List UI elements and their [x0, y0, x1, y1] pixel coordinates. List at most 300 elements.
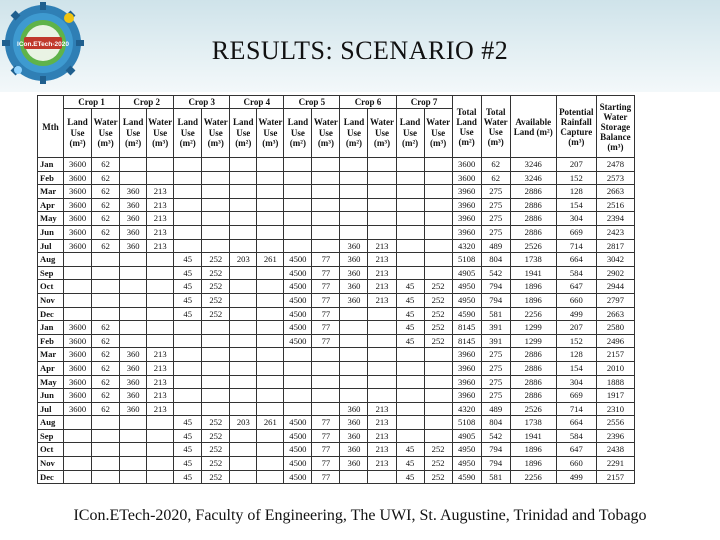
table-cell [64, 253, 92, 267]
table-cell [284, 198, 312, 212]
table-cell: 2902 [596, 266, 634, 280]
table-cell [424, 198, 452, 212]
table-cell: 489 [481, 239, 510, 253]
table-cell: 2663 [596, 307, 634, 321]
table-cell: 4320 [452, 402, 481, 416]
table-row [38, 402, 635, 416]
table-cell [230, 239, 257, 253]
table-cell [257, 212, 284, 226]
table-cell: 2886 [510, 361, 556, 375]
table-cell: 3600 [452, 158, 481, 172]
table-cell: 62 [92, 198, 120, 212]
month-cell: Oct [38, 443, 64, 457]
table-cell [230, 402, 257, 416]
table-cell: 62 [92, 375, 120, 389]
table-cell [64, 266, 92, 280]
table-row [38, 361, 635, 375]
table-cell [202, 171, 230, 185]
table-cell [368, 158, 396, 172]
table-cell [257, 158, 284, 172]
month-cell: Sep [38, 266, 64, 280]
table-cell [120, 334, 147, 348]
table-cell: 154 [556, 198, 596, 212]
table-cell: 252 [424, 334, 452, 348]
table-cell: 4500 [284, 321, 312, 335]
table-cell: 45 [174, 280, 202, 294]
table-cell: 4500 [284, 280, 312, 294]
table-row [38, 470, 635, 484]
table-cell [174, 361, 202, 375]
table-cell: 360 [340, 293, 368, 307]
water-use-header: Water Use (m³) [424, 109, 452, 158]
results-table-container [37, 95, 635, 497]
table-cell [424, 389, 452, 403]
table-cell: 5108 [452, 416, 481, 430]
table-cell [368, 348, 396, 362]
table-cell: 252 [202, 457, 230, 471]
table-cell [312, 212, 340, 226]
table-cell [202, 389, 230, 403]
table-cell [284, 171, 312, 185]
table-cell [340, 361, 368, 375]
table-cell [174, 185, 202, 199]
crop-header: Crop 2 [120, 96, 174, 109]
table-cell [424, 266, 452, 280]
table-cell: 213 [147, 239, 174, 253]
table-cell: 360 [340, 416, 368, 430]
table-cell: 2496 [596, 334, 634, 348]
table-cell [120, 429, 147, 443]
table-cell [230, 198, 257, 212]
table-cell [312, 389, 340, 403]
table-cell: 3960 [452, 198, 481, 212]
table-cell [368, 225, 396, 239]
table-cell: 4905 [452, 266, 481, 280]
table-cell [284, 239, 312, 253]
table-cell: 2886 [510, 212, 556, 226]
table-cell: 45 [396, 470, 424, 484]
table-cell: 4590 [452, 307, 481, 321]
table-cell: 714 [556, 402, 596, 416]
table-cell: 489 [481, 402, 510, 416]
table-cell: 252 [424, 280, 452, 294]
month-header: Mth [38, 96, 64, 158]
table-cell: 207 [556, 158, 596, 172]
table-cell [368, 321, 396, 335]
table-cell: 664 [556, 253, 596, 267]
table-cell: 360 [340, 280, 368, 294]
table-cell: 3600 [64, 212, 92, 226]
table-row [38, 158, 635, 172]
table-row [38, 429, 635, 443]
table-cell: 1896 [510, 457, 556, 471]
table-cell: 5108 [452, 253, 481, 267]
table-cell: 3960 [452, 375, 481, 389]
table-cell: 77 [312, 266, 340, 280]
table-cell [424, 348, 452, 362]
table-cell: 2797 [596, 293, 634, 307]
table-cell: 275 [481, 348, 510, 362]
table-cell [64, 429, 92, 443]
table-cell [230, 307, 257, 321]
table-cell: 8145 [452, 334, 481, 348]
table-cell: 213 [368, 429, 396, 443]
table-cell: 45 [396, 307, 424, 321]
storage-balance-header: Starting Water Storage Balance (m³) [596, 96, 634, 158]
table-cell: 252 [424, 293, 452, 307]
table-cell: 213 [368, 239, 396, 253]
table-cell: 77 [312, 307, 340, 321]
table-cell [368, 375, 396, 389]
table-cell: 252 [202, 429, 230, 443]
table-cell [257, 307, 284, 321]
table-cell [64, 457, 92, 471]
table-cell [424, 158, 452, 172]
table-cell: 3600 [64, 389, 92, 403]
table-cell [396, 239, 424, 253]
table-cell: 360 [340, 266, 368, 280]
table-cell: 77 [312, 334, 340, 348]
table-cell: 4950 [452, 293, 481, 307]
total-land-header: Total Land Use (m²) [452, 96, 481, 158]
table-cell [312, 402, 340, 416]
table-cell [396, 375, 424, 389]
table-cell: 62 [92, 239, 120, 253]
table-cell: 275 [481, 185, 510, 199]
table-cell [147, 470, 174, 484]
table-cell: 45 [174, 307, 202, 321]
table-cell [230, 266, 257, 280]
table-cell [340, 158, 368, 172]
table-cell: 252 [424, 321, 452, 335]
table-cell: 1299 [510, 334, 556, 348]
table-cell [312, 185, 340, 199]
table-cell: 207 [556, 321, 596, 335]
month-cell: Jul [38, 402, 64, 416]
table-cell [257, 185, 284, 199]
table-cell [92, 443, 120, 457]
table-cell [340, 334, 368, 348]
table-cell [368, 361, 396, 375]
table-cell [120, 443, 147, 457]
table-cell [284, 212, 312, 226]
table-cell: 2157 [596, 470, 634, 484]
table-cell [202, 321, 230, 335]
table-cell: 360 [120, 198, 147, 212]
table-cell [284, 185, 312, 199]
table-cell: 213 [147, 212, 174, 226]
table-cell [257, 470, 284, 484]
table-cell: 4500 [284, 253, 312, 267]
table-cell [424, 375, 452, 389]
table-row [38, 185, 635, 199]
table-row [38, 293, 635, 307]
table-row [38, 171, 635, 185]
table-cell: 4500 [284, 457, 312, 471]
table-cell: 252 [202, 416, 230, 430]
table-cell: 3600 [64, 198, 92, 212]
table-cell [64, 416, 92, 430]
table-cell [368, 389, 396, 403]
table-cell [147, 321, 174, 335]
table-cell: 2886 [510, 198, 556, 212]
table-cell: 62 [481, 171, 510, 185]
table-cell: 45 [174, 293, 202, 307]
table-cell: 4950 [452, 457, 481, 471]
water-use-header: Water Use (m³) [92, 109, 120, 158]
table-cell: 794 [481, 457, 510, 471]
table-cell [396, 212, 424, 226]
table-cell: 3960 [452, 225, 481, 239]
table-cell [396, 171, 424, 185]
table-cell: 213 [368, 266, 396, 280]
table-cell [312, 375, 340, 389]
table-cell: 275 [481, 361, 510, 375]
table-cell: 2478 [596, 158, 634, 172]
table-cell: 213 [147, 375, 174, 389]
table-cell: 2396 [596, 429, 634, 443]
table-cell [147, 253, 174, 267]
table-cell: 360 [120, 389, 147, 403]
table-cell: 275 [481, 375, 510, 389]
table-cell: 213 [147, 348, 174, 362]
table-cell [368, 334, 396, 348]
table-cell: 4500 [284, 416, 312, 430]
table-cell: 252 [424, 470, 452, 484]
table-cell: 3960 [452, 348, 481, 362]
table-cell [340, 389, 368, 403]
table-cell: 804 [481, 416, 510, 430]
table-cell [284, 348, 312, 362]
table-cell [174, 402, 202, 416]
table-cell: 391 [481, 321, 510, 335]
table-cell: 4500 [284, 443, 312, 457]
table-cell: 647 [556, 280, 596, 294]
table-cell: 62 [92, 158, 120, 172]
table-cell [174, 225, 202, 239]
table-cell [396, 185, 424, 199]
table-cell: 1917 [596, 389, 634, 403]
table-cell: 45 [396, 321, 424, 335]
table-cell: 304 [556, 375, 596, 389]
month-cell: Jan [38, 321, 64, 335]
table-cell [368, 212, 396, 226]
table-row [38, 375, 635, 389]
table-cell [230, 293, 257, 307]
table-cell: 62 [92, 348, 120, 362]
table-cell: 4500 [284, 429, 312, 443]
table-cell: 3600 [452, 171, 481, 185]
table-cell: 252 [202, 253, 230, 267]
table-cell [92, 416, 120, 430]
table-cell: 542 [481, 429, 510, 443]
table-cell: 3600 [64, 171, 92, 185]
table-cell [147, 307, 174, 321]
table-cell: 213 [147, 361, 174, 375]
table-cell: 154 [556, 361, 596, 375]
table-row [38, 266, 635, 280]
table-cell: 3600 [64, 225, 92, 239]
table-cell: 45 [174, 457, 202, 471]
table-cell [424, 225, 452, 239]
table-cell: 213 [368, 293, 396, 307]
table-cell: 1896 [510, 443, 556, 457]
month-cell: Aug [38, 416, 64, 430]
table-cell: 77 [312, 457, 340, 471]
table-cell: 252 [202, 280, 230, 294]
table-cell: 45 [174, 470, 202, 484]
table-cell: 391 [481, 334, 510, 348]
table-cell: 660 [556, 457, 596, 471]
table-cell: 2256 [510, 307, 556, 321]
table-cell: 3246 [510, 158, 556, 172]
table-cell: 213 [147, 225, 174, 239]
crop-header: Crop 3 [174, 96, 230, 109]
table-row [38, 253, 635, 267]
table-row [38, 321, 635, 335]
table-cell [120, 321, 147, 335]
table-cell: 2886 [510, 185, 556, 199]
table-cell [424, 239, 452, 253]
available-land-header: Available Land (m²) [510, 96, 556, 158]
land-use-header: Land Use (m²) [120, 109, 147, 158]
table-cell: 360 [120, 239, 147, 253]
month-cell: Jun [38, 389, 64, 403]
table-cell [230, 457, 257, 471]
table-cell [174, 158, 202, 172]
table-cell: 62 [92, 225, 120, 239]
table-cell [147, 171, 174, 185]
table-cell: 213 [147, 198, 174, 212]
table-cell [257, 402, 284, 416]
table-cell [147, 457, 174, 471]
table-cell [257, 334, 284, 348]
table-cell: 4500 [284, 293, 312, 307]
table-cell [202, 198, 230, 212]
table-cell [284, 225, 312, 239]
table-cell: 62 [92, 361, 120, 375]
table-cell [174, 212, 202, 226]
table-cell [202, 225, 230, 239]
table-cell: 360 [120, 375, 147, 389]
month-cell: Aug [38, 253, 64, 267]
table-cell: 1738 [510, 253, 556, 267]
table-cell [340, 307, 368, 321]
slide-header [0, 0, 720, 92]
table-cell: 2944 [596, 280, 634, 294]
table-cell: 213 [368, 416, 396, 430]
month-cell: Apr [38, 198, 64, 212]
land-use-header: Land Use (m²) [174, 109, 202, 158]
crop-header: Crop 7 [396, 96, 452, 109]
table-cell [368, 307, 396, 321]
table-cell: 45 [396, 280, 424, 294]
table-cell [312, 171, 340, 185]
table-cell: 2663 [596, 185, 634, 199]
table-cell: 584 [556, 266, 596, 280]
table-cell: 252 [202, 443, 230, 457]
table-row [38, 212, 635, 226]
water-use-header: Water Use (m³) [202, 109, 230, 158]
table-cell: 77 [312, 280, 340, 294]
table-cell: 360 [340, 443, 368, 457]
table-cell: 4500 [284, 307, 312, 321]
table-cell: 2526 [510, 239, 556, 253]
table-cell: 77 [312, 443, 340, 457]
table-cell: 3960 [452, 212, 481, 226]
rainfall-capture-header: Potential Rainfall Capture (m³) [556, 96, 596, 158]
table-cell: 77 [312, 253, 340, 267]
month-cell: Feb [38, 171, 64, 185]
table-cell [202, 158, 230, 172]
svg-text:ICon.ETech-2020: ICon.ETech-2020 [17, 41, 69, 48]
table-cell: 4950 [452, 443, 481, 457]
results-table-body [38, 158, 635, 484]
table-cell [396, 416, 424, 430]
table-cell [230, 225, 257, 239]
table-cell [368, 171, 396, 185]
table-cell: 360 [340, 429, 368, 443]
table-cell [174, 375, 202, 389]
table-cell: 794 [481, 280, 510, 294]
table-cell [147, 280, 174, 294]
table-cell [340, 321, 368, 335]
water-use-header: Water Use (m³) [312, 109, 340, 158]
table-cell: 4950 [452, 280, 481, 294]
table-cell [230, 348, 257, 362]
table-cell: 62 [92, 334, 120, 348]
table-cell: 2580 [596, 321, 634, 335]
table-cell [147, 443, 174, 457]
table-cell: 360 [340, 253, 368, 267]
table-cell [202, 361, 230, 375]
water-use-header: Water Use (m³) [147, 109, 174, 158]
table-cell: 213 [368, 457, 396, 471]
table-cell [396, 429, 424, 443]
table-cell [396, 253, 424, 267]
table-cell [147, 416, 174, 430]
table-cell: 45 [174, 253, 202, 267]
month-cell: Apr [38, 361, 64, 375]
table-cell [368, 198, 396, 212]
table-row [38, 307, 635, 321]
table-cell [340, 348, 368, 362]
table-cell [202, 334, 230, 348]
table-cell [174, 239, 202, 253]
table-cell [174, 348, 202, 362]
table-cell [284, 158, 312, 172]
crop-header: Crop 6 [340, 96, 396, 109]
table-cell: 45 [396, 457, 424, 471]
table-cell: 152 [556, 334, 596, 348]
table-cell [312, 348, 340, 362]
table-cell [257, 457, 284, 471]
month-cell: Jan [38, 158, 64, 172]
table-cell: 77 [312, 429, 340, 443]
table-cell [202, 402, 230, 416]
month-cell: Feb [38, 334, 64, 348]
table-cell [92, 266, 120, 280]
table-cell [174, 389, 202, 403]
table-cell: 62 [92, 321, 120, 335]
table-cell: 360 [120, 185, 147, 199]
table-cell [257, 389, 284, 403]
table-cell [396, 402, 424, 416]
table-cell [147, 293, 174, 307]
table-cell: 213 [147, 402, 174, 416]
table-cell [230, 470, 257, 484]
table-cell: 213 [368, 443, 396, 457]
